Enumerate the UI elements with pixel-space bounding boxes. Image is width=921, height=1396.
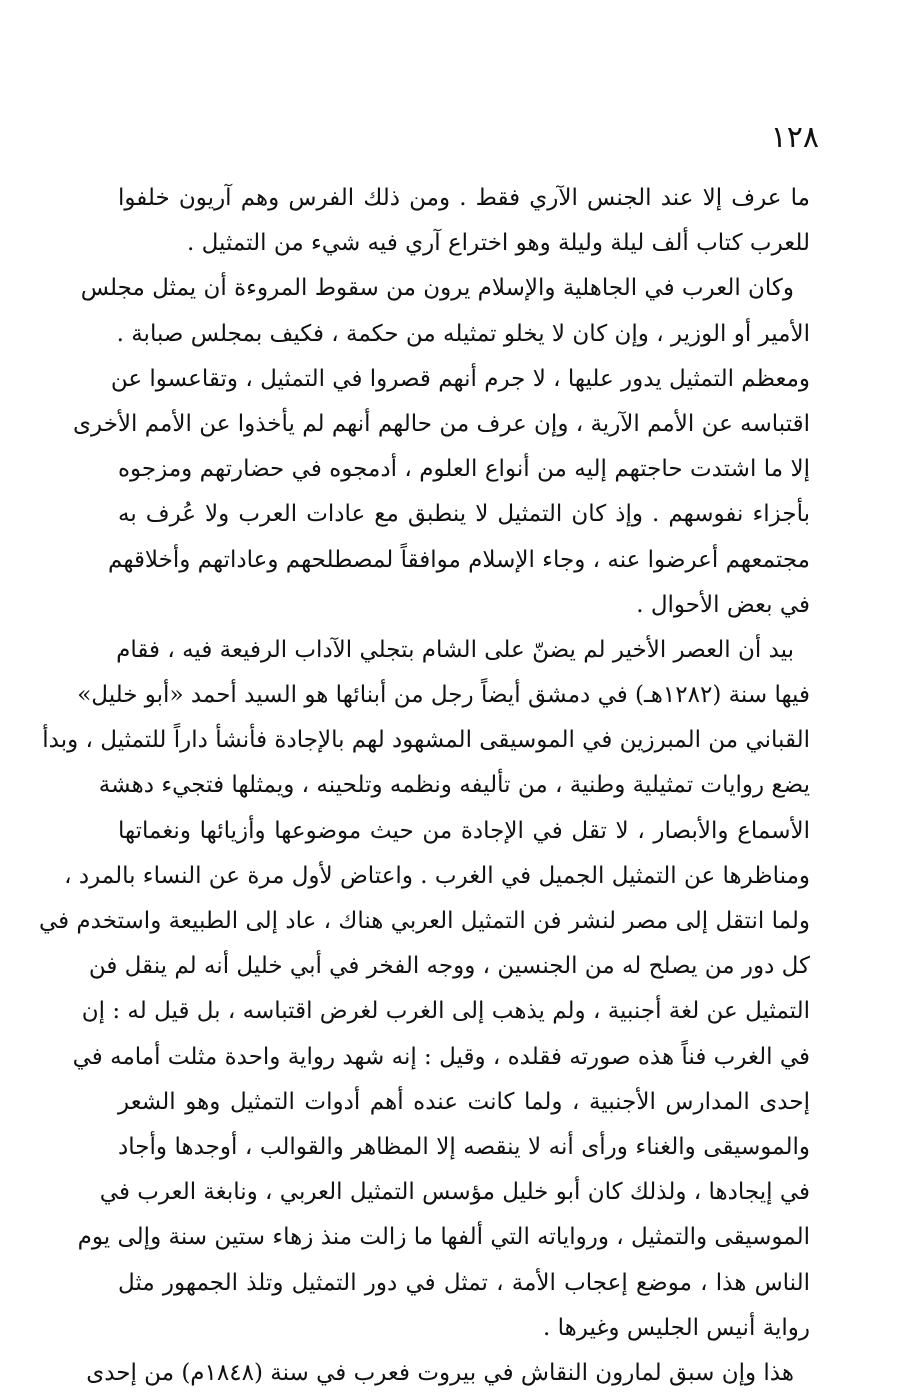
text-line: في إيجادها ، ولذلك كان أبو خليل مؤسس التمثيل العربي ، ونابغة العرب في <box>99 1179 810 1206</box>
text-line: والموسيقى والغناء ورأى أنه لا ينقصه إلا المظاهر والقوالب ، أوجدها وأجاد <box>118 1133 810 1160</box>
text-line: ولما انتقل إلى مصر لنشر فن التمثيل العربي هناك ، عاد إلى الطبيعة واستخدم في <box>38 908 810 934</box>
text-line: كل دور من يصلح له من الجنسين ، ووجه الفخر في أبي خليل أنه لم ينقل فن <box>88 953 810 980</box>
text-line: يضع روايات تمثيلية وطنية ، من تأليفه ونظمه وتلحينه ، ويمثلها فتجيء دهشة <box>98 772 810 799</box>
text-line: الناس هذا ، موضع إعجاب الأمة ، تمثل في دور التمثيل وتلذ الجمهور مثل <box>118 1269 810 1296</box>
text-line: إحدى المدارس الأجنبية ، ولما كانت عنده أهم أدوات التمثيل وهو الشعر <box>118 1088 810 1115</box>
text-line: في بعض الأحوال . <box>636 591 810 618</box>
text-line: في الغرب فناً هذه صورته فقلده ، وقيل : إنه شهد رواية واحدة مثلت أمامه في <box>72 1043 810 1070</box>
text-line: التمثيل عن لغة أجنبية ، ولم يذهب إلى الغرب لغرض اقتباسه ، بل قيل له : إن <box>81 998 810 1025</box>
text-line: هذا وإن سبق لمارون النقاش في بيروت فعرب في سنة (١٨٤٨م) من إحدى <box>86 1359 794 1386</box>
text-line: مجتمعهم أعرضوا عنه ، وجاء الإسلام موافقاً لمصطلحهم وعاداتهم وأخلاقهم <box>108 546 810 573</box>
page-number: ١٢٨ <box>770 120 819 155</box>
text-line: فيها سنة (١٢٨٢هـ) في دمشق أيضاً رجل من أبنائها هو السيد أحمد «أبو خليل» <box>77 682 810 709</box>
text-line: بأجزاء نفوسهم . وإذ كان التمثيل لا ينطبق مع عادات العرب ولا عُرف به <box>118 501 810 528</box>
text-line: ومعظم التمثيل يدور عليها ، لا جرم أنهم قصروا في التمثيل ، وتقاعسوا عن <box>110 365 810 392</box>
text-line: الأسماع والأبصار ، لا تقل في الإجادة من حيث موضوعها وأزيائها ونغماتها <box>118 817 810 844</box>
body-text <box>38 176 810 1396</box>
text-line: إلا ما اشتدت حاجتهم إليه من أنواع العلوم ، أدمجوه في حضارتهم ومزجوه <box>118 456 810 483</box>
text-line: ومناظرها عن التمثيل الجميل في الغرب . واعتاض لأول مرة عن النساء بالمرد ، <box>64 862 810 889</box>
text-line: الأمير أو الوزير ، وإن كان لا يخلو تمثيله من حكمة ، فكيف بمجلس صبابة . <box>116 320 810 347</box>
text-line: القباني من المبرزين في الموسيقى المشهود لهم بالإجادة فأنشأ داراً للتمثيل ، وبدأ <box>42 727 810 754</box>
text-line: رواية أنيس الجليس وغيرها . <box>543 1314 810 1341</box>
text-line: الموسيقى والتمثيل ، ورواياته التي ألفها ما زالت منذ زهاء ستين سنة وإلى يوم <box>77 1224 810 1251</box>
text-line: للعرب كتاب ألف ليلة وليلة وهو اختراع آري فيه شيء من التمثيل . <box>186 230 810 257</box>
text-line: اقتباسه عن الأمم الآرية ، وإن عرف من حالهم أنهم لم يأخذوا عن الأمم الأخرى <box>73 410 810 437</box>
text-line: بيد أن العصر الأخير لم يضنّ على الشام بتجلي الآداب الرفيعة فيه ، فقام <box>116 636 794 663</box>
text-line: وكان العرب في الجاهلية والإسلام يرون من سقوط المروءة أن يمثل مجلس <box>80 275 794 302</box>
text-line: ما عرف إلا عند الجنس الآري فقط . ومن ذلك الفرس وهم آريون خلفوا <box>118 185 810 211</box>
